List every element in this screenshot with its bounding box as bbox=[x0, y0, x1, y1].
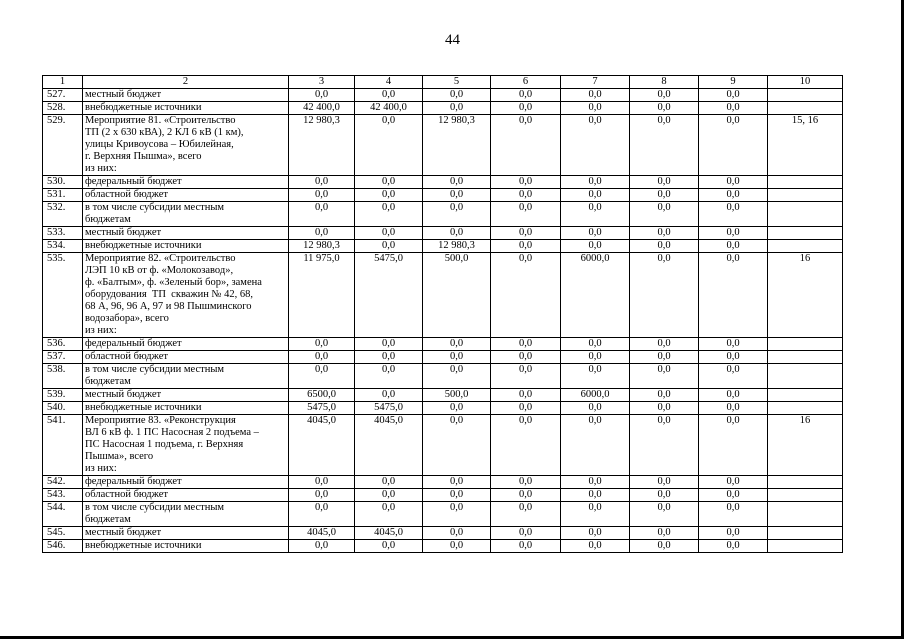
value-cell: 0,0 bbox=[561, 476, 630, 489]
value-cell: 0,0 bbox=[289, 189, 355, 202]
reference-cell bbox=[768, 389, 843, 402]
row-name-line: областной бюджет bbox=[85, 489, 168, 500]
value-cell: 0,0 bbox=[561, 364, 630, 389]
table-row bbox=[43, 415, 843, 476]
value-cell: 0,0 bbox=[491, 489, 561, 502]
row-name-line: Пышма», всего bbox=[85, 451, 154, 462]
row-name-cell bbox=[83, 502, 289, 527]
value-cell: 0,0 bbox=[355, 476, 423, 489]
value-cell: 0,0 bbox=[699, 189, 768, 202]
value-cell: 0,0 bbox=[423, 89, 491, 102]
row-name-line: местный бюджет bbox=[85, 227, 162, 238]
value-cell: 0,0 bbox=[289, 489, 355, 502]
row-name-line: бюджетам bbox=[85, 376, 131, 387]
value-cell: 0,0 bbox=[423, 415, 491, 476]
value-cell: 0,0 bbox=[491, 351, 561, 364]
table-row bbox=[43, 227, 843, 240]
table-row bbox=[43, 389, 843, 402]
header-cell: 3 bbox=[289, 76, 355, 89]
value-cell: 0,0 bbox=[491, 364, 561, 389]
value-cell: 0,0 bbox=[630, 527, 699, 540]
value-cell: 0,0 bbox=[699, 176, 768, 189]
reference-cell bbox=[768, 364, 843, 389]
row-name-cell bbox=[83, 115, 289, 176]
value-cell: 0,0 bbox=[491, 176, 561, 189]
budget-table bbox=[42, 75, 843, 553]
value-cell: 0,0 bbox=[355, 489, 423, 502]
value-cell: 0,0 bbox=[561, 351, 630, 364]
row-name-cell bbox=[83, 189, 289, 202]
row-name-line: бюджетам bbox=[85, 514, 131, 525]
value-cell: 0,0 bbox=[289, 89, 355, 102]
row-name-line: улицы Кривоусова – Юбилейная, bbox=[85, 139, 234, 150]
value-cell: 0,0 bbox=[491, 476, 561, 489]
row-name-line: внебюджетные источники bbox=[85, 102, 202, 113]
value-cell: 0,0 bbox=[630, 389, 699, 402]
row-name-cell bbox=[83, 240, 289, 253]
value-cell: 0,0 bbox=[561, 240, 630, 253]
row-number-cell: 537. bbox=[43, 351, 83, 364]
value-cell: 42 400,0 bbox=[289, 102, 355, 115]
header-cell: 5 bbox=[423, 76, 491, 89]
value-cell: 0,0 bbox=[561, 402, 630, 415]
row-name-line: федеральный бюджет bbox=[85, 476, 182, 487]
value-cell: 0,0 bbox=[561, 102, 630, 115]
row-name-line: в том числе субсидии местным bbox=[85, 364, 225, 375]
value-cell: 0,0 bbox=[630, 476, 699, 489]
value-cell: 0,0 bbox=[289, 338, 355, 351]
value-cell: 0,0 bbox=[699, 402, 768, 415]
row-name-cell bbox=[83, 351, 289, 364]
row-name-cell bbox=[83, 202, 289, 227]
value-cell: 0,0 bbox=[491, 202, 561, 227]
value-cell: 0,0 bbox=[699, 364, 768, 389]
row-name-line: внебюджетные источники bbox=[85, 402, 202, 413]
value-cell: 0,0 bbox=[355, 115, 423, 176]
row-name-line: местный бюджет bbox=[85, 89, 162, 100]
table-row bbox=[43, 189, 843, 202]
value-cell: 0,0 bbox=[630, 338, 699, 351]
row-name-line: водозабора», всего bbox=[85, 313, 169, 324]
row-number-cell: 535. bbox=[43, 253, 83, 338]
value-cell: 0,0 bbox=[423, 540, 491, 553]
value-cell: 0,0 bbox=[561, 415, 630, 476]
value-cell: 4045,0 bbox=[355, 415, 423, 476]
row-number-cell: 528. bbox=[43, 102, 83, 115]
value-cell: 0,0 bbox=[355, 502, 423, 527]
value-cell: 0,0 bbox=[355, 227, 423, 240]
value-cell: 0,0 bbox=[630, 102, 699, 115]
value-cell: 0,0 bbox=[630, 202, 699, 227]
row-name-cell bbox=[83, 540, 289, 553]
row-name-line: из них: bbox=[85, 163, 117, 174]
row-name-line: 68 А, 96, 96 А, 97 и 98 Пышминского bbox=[85, 301, 252, 312]
value-cell: 0,0 bbox=[423, 227, 491, 240]
value-cell: 0,0 bbox=[630, 540, 699, 553]
value-cell: 0,0 bbox=[491, 102, 561, 115]
table-row bbox=[43, 527, 843, 540]
value-cell: 0,0 bbox=[423, 351, 491, 364]
value-cell: 0,0 bbox=[423, 527, 491, 540]
value-cell: 0,0 bbox=[423, 502, 491, 527]
header-cell: 4 bbox=[355, 76, 423, 89]
value-cell: 0,0 bbox=[491, 415, 561, 476]
reference-cell bbox=[768, 527, 843, 540]
row-number-cell: 531. bbox=[43, 189, 83, 202]
table-header-row bbox=[43, 76, 843, 89]
value-cell: 0,0 bbox=[561, 527, 630, 540]
value-cell: 0,0 bbox=[630, 489, 699, 502]
value-cell: 0,0 bbox=[699, 102, 768, 115]
value-cell: 0,0 bbox=[491, 527, 561, 540]
table-body bbox=[43, 89, 843, 553]
value-cell: 0,0 bbox=[630, 240, 699, 253]
row-name-cell bbox=[83, 389, 289, 402]
value-cell: 0,0 bbox=[630, 351, 699, 364]
row-name-cell bbox=[83, 476, 289, 489]
value-cell: 0,0 bbox=[355, 338, 423, 351]
row-number-cell: 538. bbox=[43, 364, 83, 389]
row-name-line: ф. «Балтым», ф. «Зеленый бор», замена bbox=[85, 277, 262, 288]
value-cell: 0,0 bbox=[423, 364, 491, 389]
value-cell: 0,0 bbox=[699, 115, 768, 176]
value-cell: 0,0 bbox=[491, 540, 561, 553]
row-name-line: федеральный бюджет bbox=[85, 176, 182, 187]
table-row bbox=[43, 253, 843, 338]
row-name-line: бюджетам bbox=[85, 214, 131, 225]
header-cell: 6 bbox=[491, 76, 561, 89]
row-number-cell: 541. bbox=[43, 415, 83, 476]
value-cell: 5475,0 bbox=[355, 253, 423, 338]
value-cell: 0,0 bbox=[491, 227, 561, 240]
value-cell: 12 980,3 bbox=[423, 115, 491, 176]
value-cell: 12 980,3 bbox=[423, 240, 491, 253]
value-cell: 0,0 bbox=[423, 476, 491, 489]
value-cell: 0,0 bbox=[630, 89, 699, 102]
row-name-line: оборудования ТП скважин № 42, 68, bbox=[85, 289, 254, 300]
value-cell: 0,0 bbox=[699, 89, 768, 102]
reference-cell bbox=[768, 240, 843, 253]
value-cell: 0,0 bbox=[423, 176, 491, 189]
value-cell: 0,0 bbox=[630, 115, 699, 176]
header-cell: 10 bbox=[768, 76, 843, 89]
row-name-line: федеральный бюджет bbox=[85, 338, 182, 349]
reference-cell bbox=[768, 176, 843, 189]
value-cell: 0,0 bbox=[561, 189, 630, 202]
table-row bbox=[43, 364, 843, 389]
row-name-cell bbox=[83, 253, 289, 338]
value-cell: 0,0 bbox=[561, 338, 630, 351]
page-number: 44 bbox=[445, 32, 460, 48]
row-name-line: местный бюджет bbox=[85, 389, 162, 400]
value-cell: 12 980,3 bbox=[289, 115, 355, 176]
value-cell: 4045,0 bbox=[355, 527, 423, 540]
row-name-cell bbox=[83, 489, 289, 502]
row-name-line: внебюджетные источники bbox=[85, 240, 202, 251]
table-row bbox=[43, 102, 843, 115]
value-cell: 0,0 bbox=[561, 502, 630, 527]
value-cell: 12 980,3 bbox=[289, 240, 355, 253]
header-cell: 2 bbox=[83, 76, 289, 89]
value-cell: 0,0 bbox=[561, 540, 630, 553]
value-cell: 0,0 bbox=[289, 351, 355, 364]
value-cell: 0,0 bbox=[699, 389, 768, 402]
value-cell: 0,0 bbox=[423, 102, 491, 115]
reference-cell bbox=[768, 227, 843, 240]
row-name-line: из них: bbox=[85, 325, 117, 336]
value-cell: 0,0 bbox=[630, 189, 699, 202]
reference-cell: 15, 16 bbox=[768, 115, 843, 176]
row-number-cell: 536. bbox=[43, 338, 83, 351]
value-cell: 0,0 bbox=[561, 227, 630, 240]
value-cell: 0,0 bbox=[289, 227, 355, 240]
value-cell: 0,0 bbox=[699, 227, 768, 240]
row-name-cell bbox=[83, 227, 289, 240]
reference-cell bbox=[768, 202, 843, 227]
value-cell: 0,0 bbox=[423, 489, 491, 502]
reference-cell bbox=[768, 476, 843, 489]
table-row bbox=[43, 351, 843, 364]
value-cell: 0,0 bbox=[630, 402, 699, 415]
value-cell: 0,0 bbox=[630, 502, 699, 527]
row-number-cell: 530. bbox=[43, 176, 83, 189]
row-number-cell: 539. bbox=[43, 389, 83, 402]
table-row bbox=[43, 402, 843, 415]
row-name-line: в том числе субсидии местным bbox=[85, 202, 225, 213]
value-cell: 0,0 bbox=[561, 89, 630, 102]
table-row bbox=[43, 489, 843, 502]
value-cell: 0,0 bbox=[699, 338, 768, 351]
reference-cell bbox=[768, 89, 843, 102]
value-cell: 0,0 bbox=[491, 189, 561, 202]
reference-cell bbox=[768, 189, 843, 202]
reference-cell bbox=[768, 338, 843, 351]
value-cell: 0,0 bbox=[491, 115, 561, 176]
row-number-cell: 532. bbox=[43, 202, 83, 227]
value-cell: 0,0 bbox=[699, 527, 768, 540]
value-cell: 5475,0 bbox=[289, 402, 355, 415]
table-row bbox=[43, 540, 843, 553]
table-row bbox=[43, 115, 843, 176]
value-cell: 0,0 bbox=[491, 338, 561, 351]
value-cell: 0,0 bbox=[630, 176, 699, 189]
table-row bbox=[43, 502, 843, 527]
value-cell: 0,0 bbox=[289, 540, 355, 553]
value-cell: 0,0 bbox=[630, 253, 699, 338]
row-number-cell: 546. bbox=[43, 540, 83, 553]
value-cell: 0,0 bbox=[699, 476, 768, 489]
value-cell: 500,0 bbox=[423, 389, 491, 402]
row-name-line: Мероприятие 82. «Строительство bbox=[85, 253, 236, 264]
value-cell: 0,0 bbox=[699, 540, 768, 553]
row-name-cell bbox=[83, 415, 289, 476]
value-cell: 0,0 bbox=[699, 202, 768, 227]
value-cell: 0,0 bbox=[491, 240, 561, 253]
row-name-line: Мероприятие 83. «Реконструкция bbox=[85, 415, 236, 426]
row-number-cell: 540. bbox=[43, 402, 83, 415]
row-name-line: ЛЭП 10 кВ от ф. «Молокозавод», bbox=[85, 265, 234, 276]
value-cell: 0,0 bbox=[355, 389, 423, 402]
value-cell: 0,0 bbox=[699, 489, 768, 502]
value-cell: 0,0 bbox=[491, 389, 561, 402]
value-cell: 0,0 bbox=[491, 402, 561, 415]
value-cell: 0,0 bbox=[561, 115, 630, 176]
row-name-line: внебюджетные источники bbox=[85, 540, 202, 551]
value-cell: 0,0 bbox=[289, 502, 355, 527]
value-cell: 0,0 bbox=[699, 502, 768, 527]
reference-cell bbox=[768, 102, 843, 115]
row-number-cell: 545. bbox=[43, 527, 83, 540]
value-cell: 0,0 bbox=[355, 89, 423, 102]
value-cell: 6000,0 bbox=[561, 253, 630, 338]
value-cell: 5475,0 bbox=[355, 402, 423, 415]
value-cell: 0,0 bbox=[355, 540, 423, 553]
value-cell: 4045,0 bbox=[289, 527, 355, 540]
value-cell: 0,0 bbox=[355, 364, 423, 389]
reference-cell bbox=[768, 489, 843, 502]
row-name-cell bbox=[83, 527, 289, 540]
value-cell: 0,0 bbox=[355, 176, 423, 189]
value-cell: 0,0 bbox=[699, 415, 768, 476]
reference-cell bbox=[768, 502, 843, 527]
row-name-line: Мероприятие 81. «Строительство bbox=[85, 115, 236, 126]
row-name-line: в том числе субсидии местным bbox=[85, 502, 225, 513]
row-number-cell: 534. bbox=[43, 240, 83, 253]
row-name-cell bbox=[83, 338, 289, 351]
row-name-line: ПС Насосная 1 подъема, г. Верхняя bbox=[85, 439, 244, 450]
value-cell: 0,0 bbox=[491, 89, 561, 102]
row-name-line: местный бюджет bbox=[85, 527, 162, 538]
row-name-cell bbox=[83, 176, 289, 189]
value-cell: 0,0 bbox=[423, 402, 491, 415]
value-cell: 0,0 bbox=[355, 189, 423, 202]
table-row bbox=[43, 202, 843, 227]
value-cell: 0,0 bbox=[423, 338, 491, 351]
value-cell: 0,0 bbox=[289, 364, 355, 389]
row-number-cell: 529. bbox=[43, 115, 83, 176]
table-row bbox=[43, 338, 843, 351]
row-name-cell bbox=[83, 102, 289, 115]
value-cell: 0,0 bbox=[491, 502, 561, 527]
row-number-cell: 544. bbox=[43, 502, 83, 527]
header-cell: 1 bbox=[43, 76, 83, 89]
row-name-line: областной бюджет bbox=[85, 189, 168, 200]
value-cell: 6000,0 bbox=[561, 389, 630, 402]
row-name-line: из них: bbox=[85, 463, 117, 474]
value-cell: 4045,0 bbox=[289, 415, 355, 476]
reference-cell: 16 bbox=[768, 253, 843, 338]
header-cell: 9 bbox=[699, 76, 768, 89]
header-cell: 8 bbox=[630, 76, 699, 89]
value-cell: 42 400,0 bbox=[355, 102, 423, 115]
value-cell: 0,0 bbox=[699, 240, 768, 253]
row-name-line: г. Верхняя Пышма», всего bbox=[85, 151, 202, 162]
value-cell: 0,0 bbox=[699, 351, 768, 364]
header-cell: 7 bbox=[561, 76, 630, 89]
value-cell: 6500,0 bbox=[289, 389, 355, 402]
table-row bbox=[43, 476, 843, 489]
row-number-cell: 542. bbox=[43, 476, 83, 489]
reference-cell bbox=[768, 540, 843, 553]
value-cell: 0,0 bbox=[289, 176, 355, 189]
row-name-cell bbox=[83, 364, 289, 389]
row-name-line: областной бюджет bbox=[85, 351, 168, 362]
table-row bbox=[43, 89, 843, 102]
row-name-line: ТП (2 х 630 кВА), 2 КЛ 6 кВ (1 км), bbox=[85, 127, 244, 138]
value-cell: 500,0 bbox=[423, 253, 491, 338]
row-number-cell: 527. bbox=[43, 89, 83, 102]
value-cell: 0,0 bbox=[355, 202, 423, 227]
value-cell: 0,0 bbox=[423, 189, 491, 202]
reference-cell bbox=[768, 402, 843, 415]
value-cell: 11 975,0 bbox=[289, 253, 355, 338]
value-cell: 0,0 bbox=[491, 253, 561, 338]
table-row bbox=[43, 240, 843, 253]
value-cell: 0,0 bbox=[289, 476, 355, 489]
value-cell: 0,0 bbox=[630, 227, 699, 240]
table-row bbox=[43, 176, 843, 189]
value-cell: 0,0 bbox=[561, 202, 630, 227]
row-number-cell: 543. bbox=[43, 489, 83, 502]
row-name-cell bbox=[83, 402, 289, 415]
value-cell: 0,0 bbox=[630, 415, 699, 476]
value-cell: 0,0 bbox=[289, 202, 355, 227]
row-number-cell: 533. bbox=[43, 227, 83, 240]
value-cell: 0,0 bbox=[355, 351, 423, 364]
value-cell: 0,0 bbox=[561, 176, 630, 189]
value-cell: 0,0 bbox=[699, 253, 768, 338]
value-cell: 0,0 bbox=[423, 202, 491, 227]
value-cell: 0,0 bbox=[630, 364, 699, 389]
value-cell: 0,0 bbox=[355, 240, 423, 253]
row-name-cell bbox=[83, 89, 289, 102]
reference-cell: 16 bbox=[768, 415, 843, 476]
value-cell: 0,0 bbox=[561, 489, 630, 502]
reference-cell bbox=[768, 351, 843, 364]
row-name-line: ВЛ 6 кВ ф. 1 ПС Насосная 2 подъема – bbox=[85, 427, 259, 438]
